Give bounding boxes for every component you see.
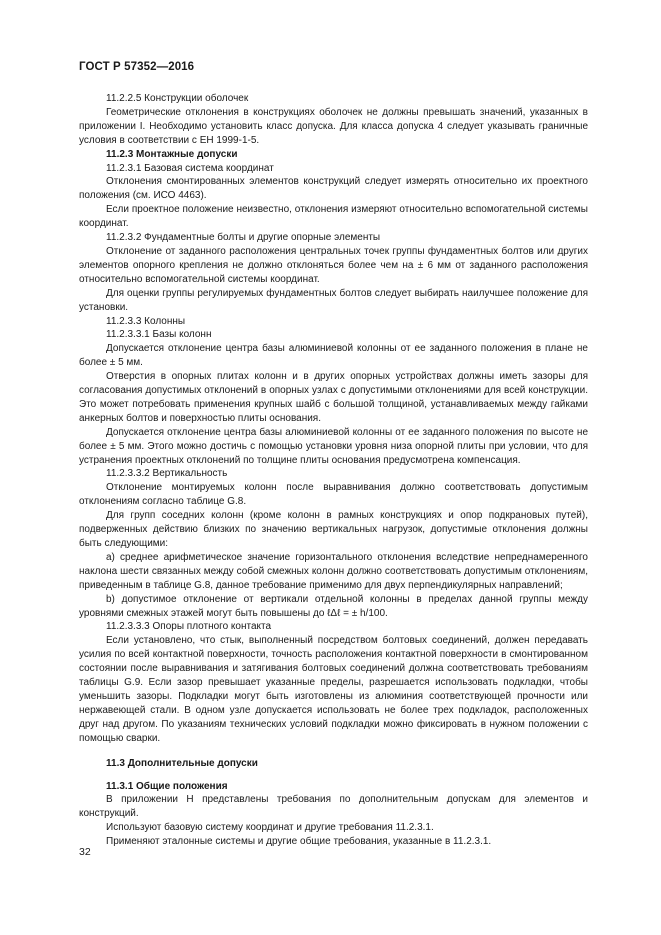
section-heading-additional-tolerances: 11.3 Дополнительные допуски	[106, 757, 258, 769]
paragraph: Отклонения смонтированных элементов конструкций следует измерять относительно их проектного положения (см. ИСО 4463).	[79, 176, 588, 202]
paragraph: Отклонение от заданного расположения центральных точек группы фундаментных болтов или других элементов опорного крепления не должно отклоняться более чем на ± 6 мм от заданного расположения относительно вспомогательной системы координат.	[79, 245, 588, 285]
subsection-heading-columns: 11.2.3.3 Колонны	[106, 315, 186, 327]
subsection-heading-general: 11.3.1 Общие положения	[106, 780, 228, 792]
subsection-heading-column-bases: 11.2.3.3.1 Базы колонн	[106, 329, 212, 341]
paragraph: Геометрические отклонения в конструкциях оболочек не должны превышать значений, указанных в приложении I. Необходимо установить класс допуска. Для класса допуска 4 следует указывать граничные условия в соответствии с ЕН 1999-1-5.	[79, 106, 588, 146]
paragraph: Если установлено, что стык, выполненный посредством болтовых соединений, должен передавать усилия по всей контактной поверхности, точность расположения контактной поверхности в смонтированном состоянии после выравнивания и затягивания болтовых соединений должна соответствовать требованиям таблицы G.9. Если зазор превышает указанные пределы, разрешается использовать подкладки, чтобы уменьшить зазоры. Подкладки могут быть изготовлены из алюминия соответствующей прочности или нержавеющей стали. В одном узле допускается использовать не более трех подкладок, расположенных друг над другом. По указаниям технических условий подкладки можно фиксировать в нужном положении с помощью сварки.	[79, 635, 588, 744]
page-number: 32	[79, 846, 91, 858]
subsection-heading-erection-tolerances: 11.2.3 Монтажные допуски	[106, 148, 238, 160]
paragraph: Допускается отклонение центра базы алюминиевой колонны от ее заданного положения по высоте не более ± 5 мм. Этого можно достичь с помощью установки уровня низа опорной плиты при условии, что для устранения проектных отклонений по толщине плиты основания предусмотрена компенсация.	[79, 426, 588, 466]
subsection-heading-verticality: 11.2.3.3.2 Вертикальность	[106, 468, 228, 480]
paragraph: Используют базовую систему координат и другие требования 11.2.3.1.	[106, 822, 434, 834]
subsection-heading-reference-system: 11.2.3.1 Базовая система координат	[106, 162, 274, 174]
paragraph: Отверстия в опорных плитах колонн и в других опорных устройствах должны иметь зазоры для согласования допустимых отклонений в опорных узлах с допустимыми отклонениями для всей конструкции. Это может потребовать применения крупных шайб с большой толщиной, устанавливаемых между гайками анкерных болтов и поверхностью плиты основания.	[79, 371, 588, 424]
subsection-heading-foundation-bolts: 11.2.3.2 Фундаментные болты и другие опорные элементы	[106, 232, 381, 244]
document-body	[79, 92, 588, 849]
paragraph: Допускается отклонение центра базы алюминиевой колонны от ее заданного положения в плане не более ± 5 мм.	[79, 343, 588, 369]
list-item-b: b) допустимое отклонение от вертикали отдельной колонны в пределах данной группы между уровнями смежных этажей могут быть повышены до ℓΔℓ = ± h/100.	[79, 593, 588, 619]
subsection-heading-contact-bearings: 11.2.3.3.3 Опоры плотного контакта	[106, 621, 272, 633]
subsection-heading-shells: 11.2.2.5 Конструкции оболочек	[106, 93, 249, 104]
paragraph: Применяют эталонные системы и другие общие требования, указанные в 11.2.3.1.	[106, 836, 492, 848]
paragraph: В приложении Н представлены требования по дополнительным допускам для элементов и конструкций.	[79, 794, 588, 820]
list-item-a: a) среднее арифметическое значение горизонтального отклонения вследствие непреднамеренного наклона шести связанных между собой смежных колонн должно соответствовать допустимым отклонениям, приведенным в таблице G.8, данное требование применимо для двух перпендикулярных направлений;	[79, 551, 588, 591]
page-header-standard: ГОСТ Р 57352—2016	[79, 61, 195, 73]
paragraph: Для оценки группы регулируемых фундаментных болтов следует выбирать наилучшее положение для установки.	[79, 287, 588, 313]
paragraph: Отклонение монтируемых колонн после выравнивания должно соответствовать допустимым отклонениям согласно таблице G.8.	[79, 482, 588, 508]
paragraph: Если проектное положение неизвестно, отклонения измеряют относительно вспомогательной системы координат.	[79, 204, 588, 230]
paragraph: Для групп соседних колонн (кроме колонн в рамных конструкциях и опор подкрановых путей), подверженных действию близких по значению вертикальных нагрузок, допустимые отклонения должны быть следующими:	[79, 510, 588, 549]
